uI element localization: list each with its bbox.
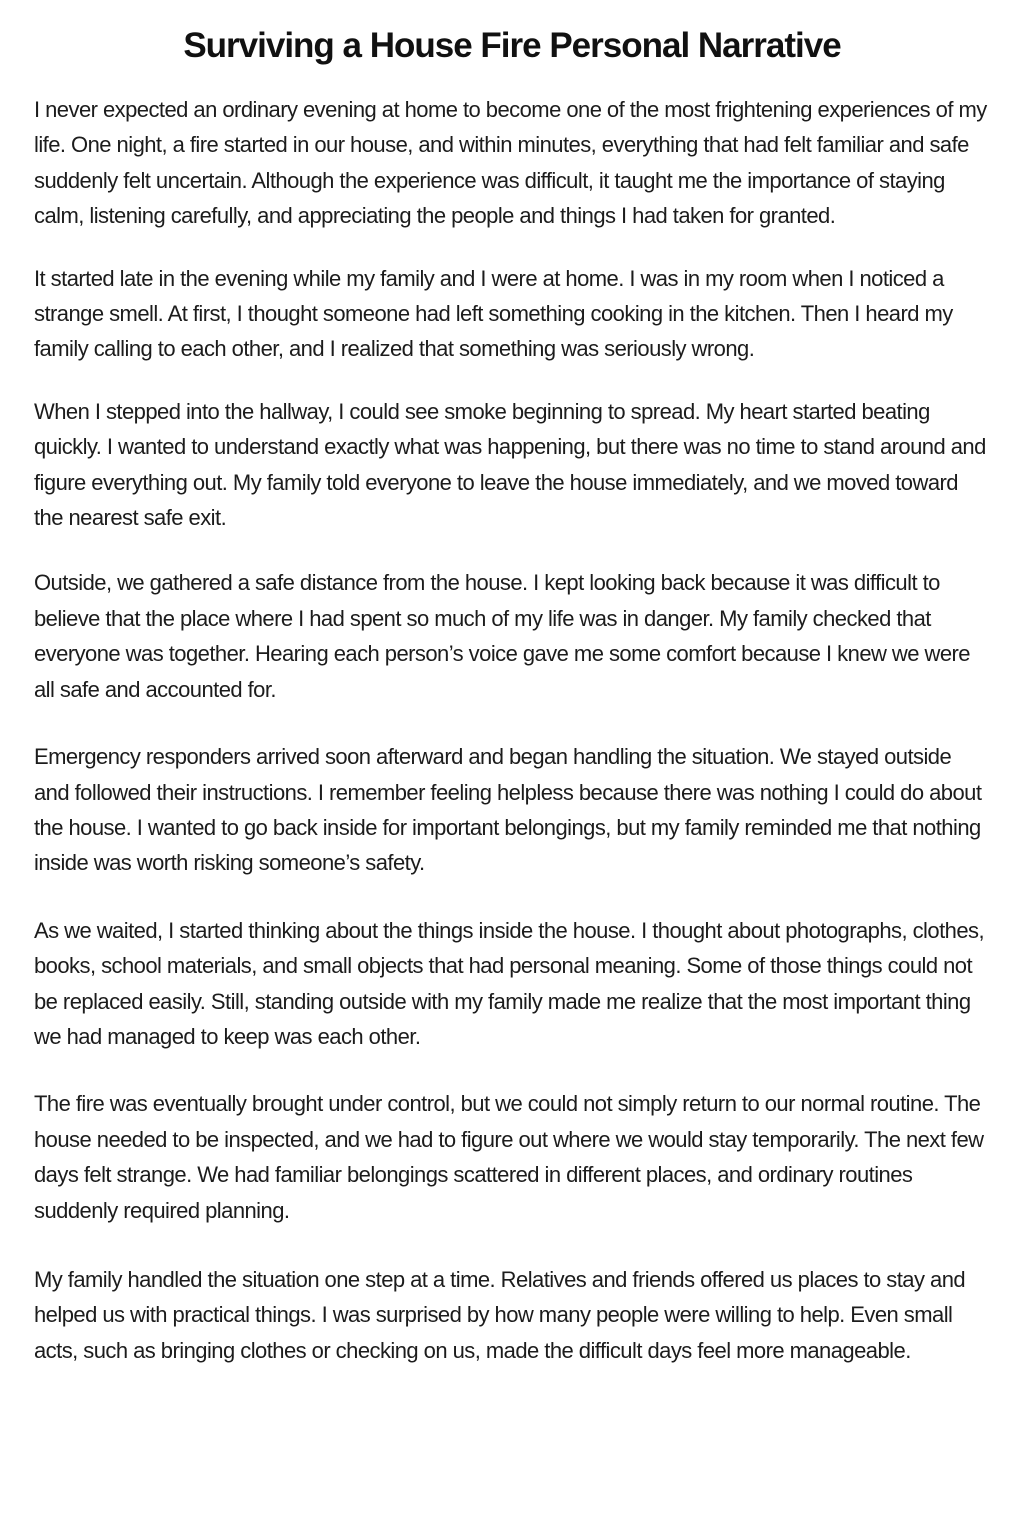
paragraph-4: Outside, we gathered a safe distance from the house. I kept looking back because it was difficult to believe that the place where I had spent so much of my life was in danger. My family checked that everyone was together. Hearing each person’s voice gave me some comfort because I knew we were all safe and accounted for. bbox=[34, 570, 970, 702]
paragraph-7: The fire was eventually brought under control, but we could not simply return to our normal routine. The house needed to be inspected, and we had to figure out where we would stay temporarily. The next few days felt strange. We had familiar belongings scattered in different places, and ordinary routines suddenly required planning. bbox=[34, 1091, 984, 1223]
paragraph-2: It started late in the evening while my family and I were at home. I was in my room when I noticed a strange smell. At first, I thought someone had left something cooking in the kitchen. Then I heard my family calling to each other, and I realized that something was seriously wrong. bbox=[34, 265, 953, 362]
paragraph-3: When I stepped into the hallway, I could see smoke beginning to spread. My heart started beating quickly. I wanted to understand exactly what was happening, but there was no time to stand around and figure everything out. My family told everyone to leave the house immediately, and we moved toward the nearest safe exit. bbox=[34, 398, 986, 531]
paragraph-8: My family handled the situation one step at a time. Relatives and friends offered us places to stay and helped us with practical things. I was surprised by how many people were willing to help. Even small acts, such as bringing clothes or checking on us, made the difficult days feel more manageable. bbox=[34, 1266, 966, 1363]
paragraph-1: I never expected an ordinary evening at home to become one of the most frightening experiences of my life. One night, a fire started in our house, and within minutes, everything that had felt familiar and safe suddenly felt uncertain. Although the experience was difficult, it taught me the importance of staying calm, listening carefully, and appreciating the people and things I had taken for granted. bbox=[34, 97, 987, 229]
paragraph-6: As we waited, I started thinking about the things inside the house. I thought about photographs, clothes, books, school materials, and small objects that had personal meaning. Some of those things could not be replaced easily. Still, standing outside with my family made me realize that the most important thing we had managed to keep was each other. bbox=[34, 917, 985, 1049]
page-title: Surviving a House Fire Personal Narrative bbox=[183, 26, 841, 65]
paragraph-5: Emergency responders arrived soon afterward and began handling the situation. We stayed outside and followed their instructions. I remember feeling helpless because there was nothing I could do about the house. I wanted to go back inside for important belongings, but my family reminded me that nothing inside was worth risking someone’s safety. bbox=[34, 744, 982, 876]
